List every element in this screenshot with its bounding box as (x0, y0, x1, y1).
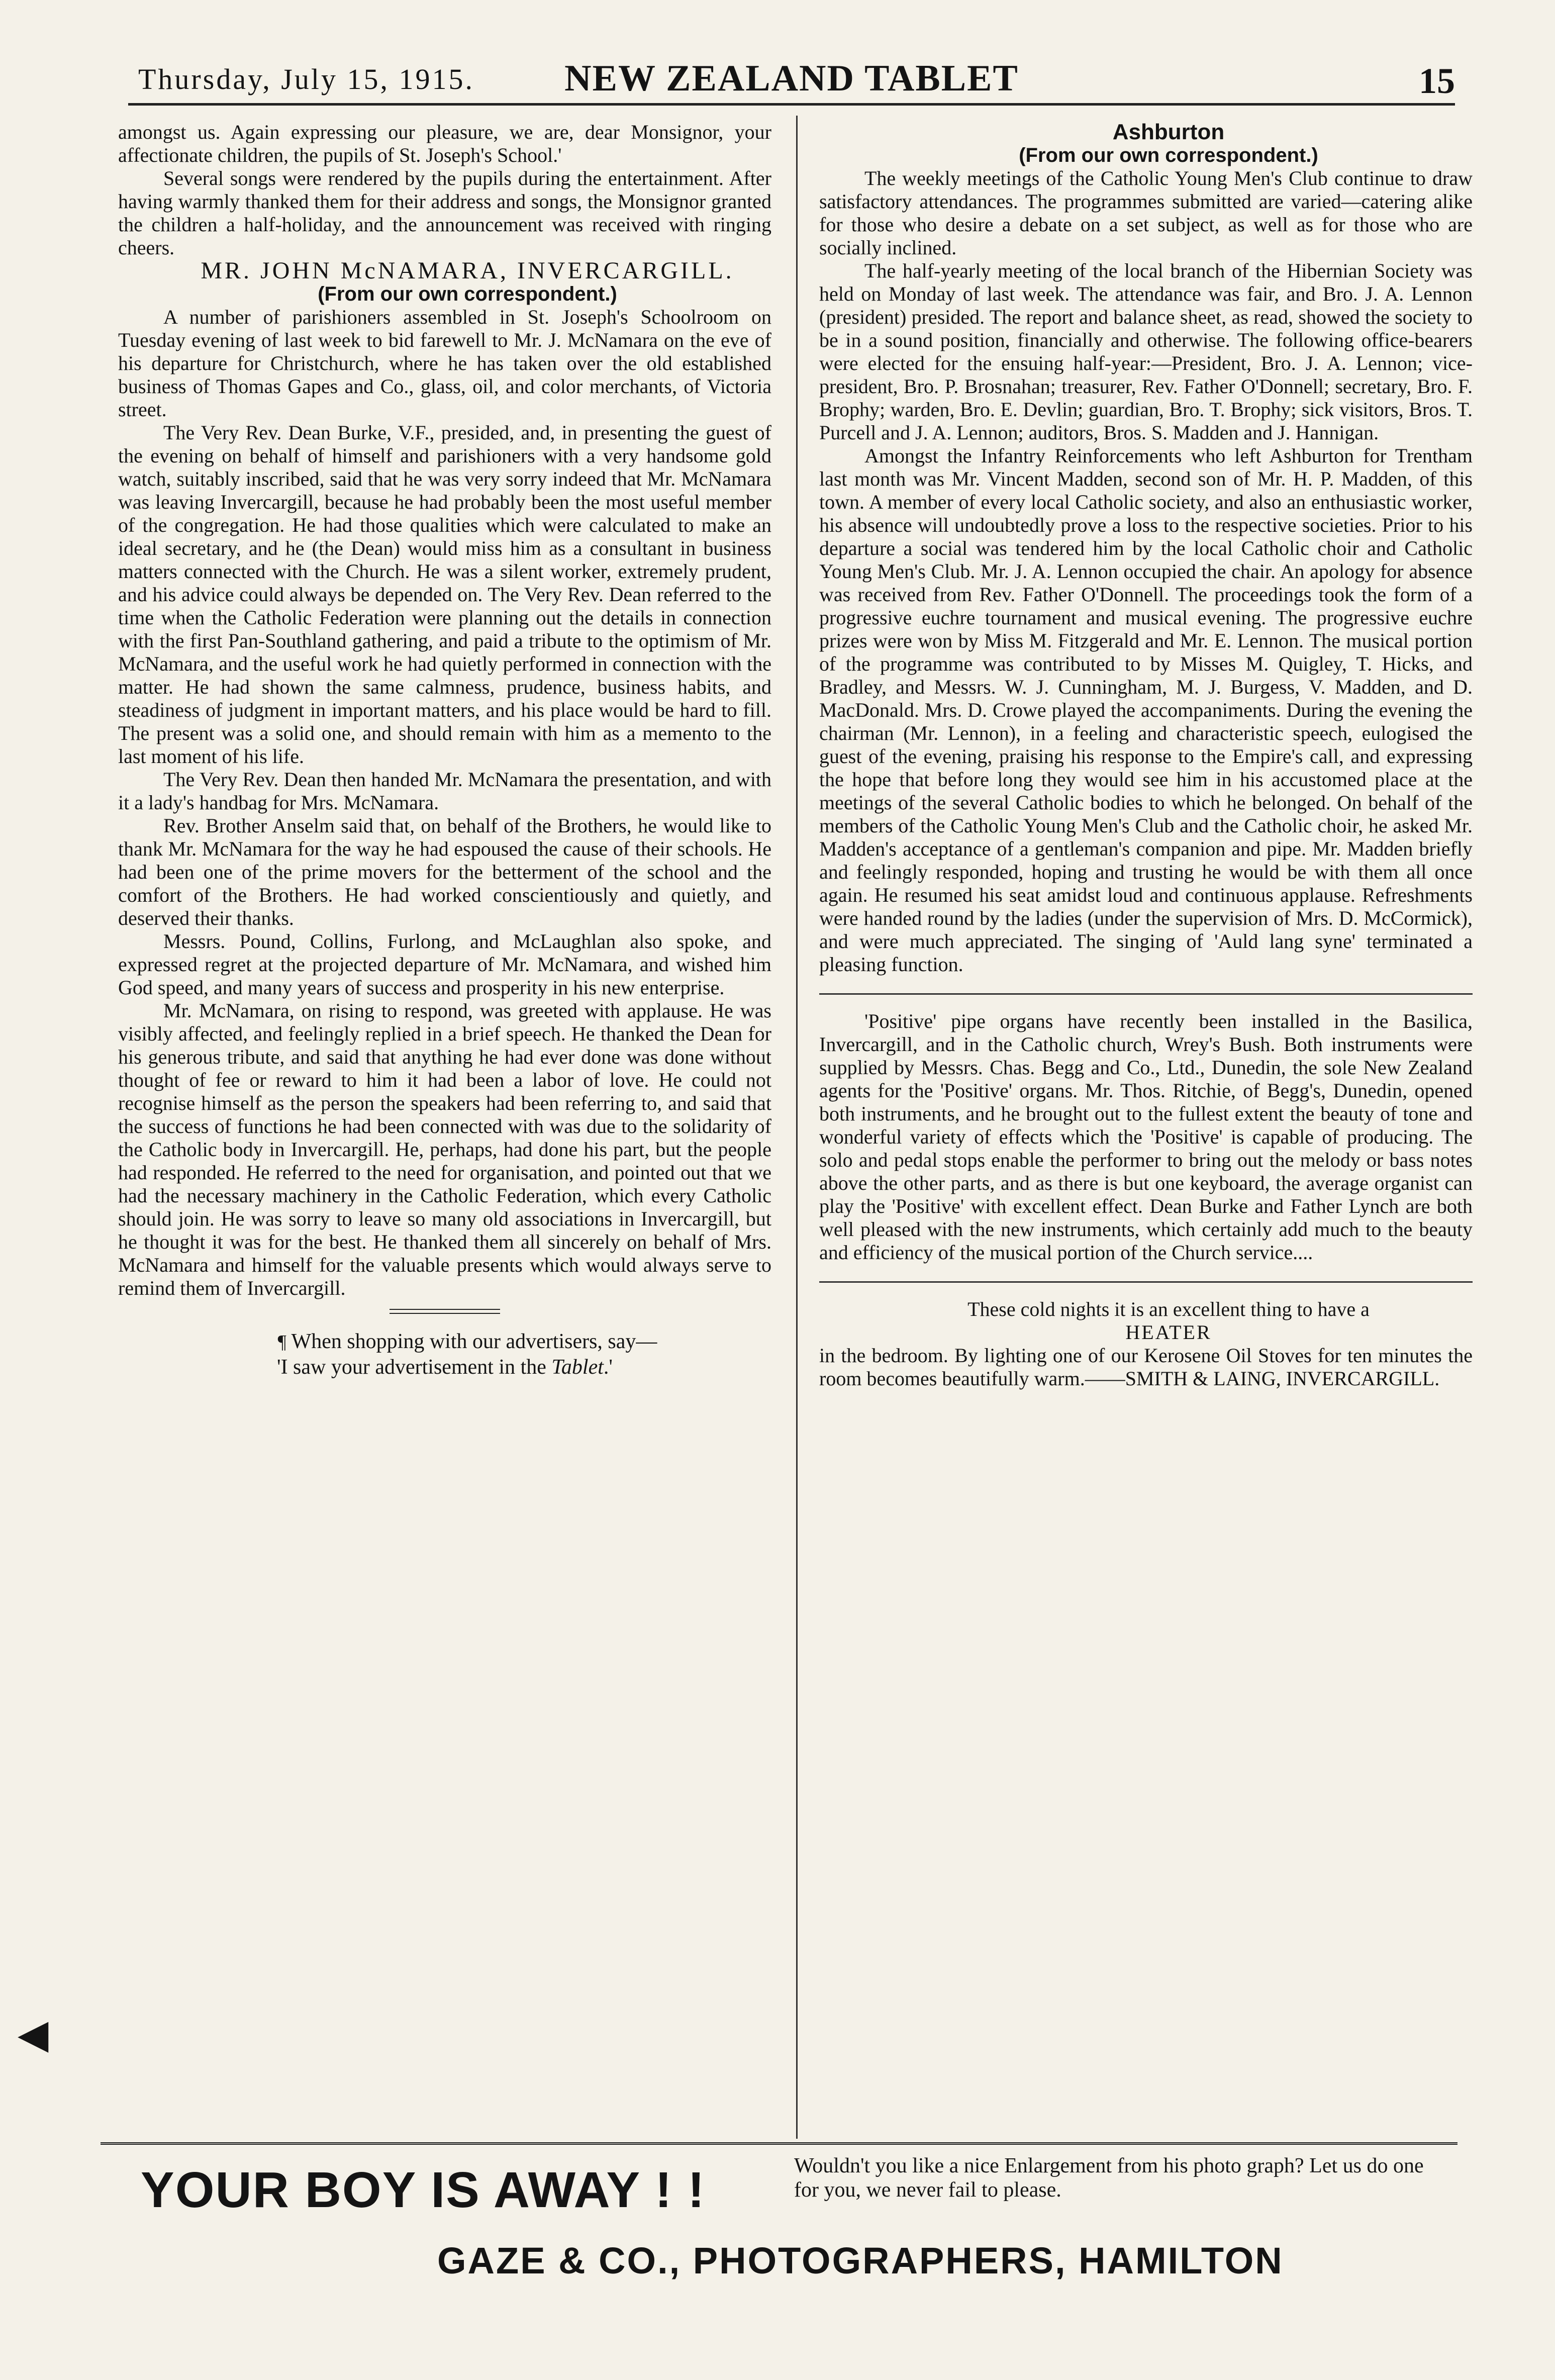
column-rule (796, 116, 798, 2139)
publication-title: NEW ZEALAND TABLET (564, 58, 1019, 99)
organ-paragraph: 'Positive' pipe organs have recently been installed in the Basilica, Invercargill, and in the Catholic church, Wrey's Bush. Both instruments were supplied by Messrs. Chas. Begg and Co., Ltd., Dunedin, the sole New Zealand agents for the 'Positive' organs. Mr. Thos. Ritchie, of Begg's, Dunedin, opened both instruments, and he brought out to the fullest extent the beauty of tone and wonderful variety of effects which the 'Positive' is capable of producing. The solo and pedal stops enable the performer to bring out the melody or bass notes above the other parts, and as there is but one keyboard, the average organist can play the 'Positive' with excellent effect. Dean Burke and Father Lynch are both well pleased with the new instruments, which certainly add much to the beauty and efficiency of the musical portion of the Church service.... (819, 1010, 1473, 1264)
masthead (128, 60, 1455, 101)
right-column (819, 121, 1473, 2136)
masthead-rule (128, 103, 1455, 106)
issue-date: Thursday, July 15, 1915. (138, 63, 474, 96)
pilcrow-icon: ¶ (277, 1331, 286, 1353)
margin-arrow-icon: ◀ (18, 2013, 49, 2057)
section-title: Ashburton (1112, 121, 1225, 144)
notice-line-2-post: .' (603, 1356, 613, 1379)
page-number: 15 (1419, 61, 1455, 101)
advertisement-rule (101, 2142, 1457, 2145)
section-paragraph: The weekly meetings of the Catholic Young Men's Club continue to draw satisfactory attendances. The programmes submitted are varied—catering alike for those who desire a debate on a set subject, as well as for those who are socially inclined. (819, 167, 1473, 259)
heater-ad-keyword: HEATER (1125, 1321, 1212, 1344)
notice-line-2-italic: Tablet (551, 1356, 604, 1379)
article-end-rule (390, 1309, 500, 1314)
article-byline: (From our own correspondent.) (318, 283, 617, 305)
section-divider (819, 993, 1473, 995)
ad-text: Wouldn't you like a nice Enlargement from his photo graph? Let us do one for you, we never fail to please. (794, 2154, 1424, 2202)
article-paragraph: The Very Rev. Dean Burke, V.F., presided, and, in presenting the guest of the evening on behalf of himself and parishioners with a very handsome gold watch, suitably inscribed, said that he was very sorry indeed that Mr. McNamara was leaving Invercargill, because he had probably been the most useful member of the congregation. He had those qualities which were calculated to make an ideal secretary, and he (the Dean) would miss him as a consultant in business matters connected with the Church. He was a silent worker, extremely prudent, and his advice could always be depended on. The Very Rev. Dean referred to the time when the Catholic Federation were planning out the details in connection with the first Pan-Southland gathering, and paid a tribute to the optimism of Mr. McNamara, and the useful work he had quietly performed in connection with the matter. He had shown the same calmness, prudence, business habits, and steadiness of judgment in important matters, and his place would be hard to fill. The present was a solid one, and should remain with him as a memento to the last moment of his life. (118, 421, 771, 768)
ad-studio-name: GAZE & CO., PHOTOGRAPHERS, HAMILTON (437, 2240, 1284, 2281)
article-paragraph: Messrs. Pound, Collins, Furlong, and McLaughlan also spoke, and expressed regret at the projected departure of Mr. McNamara, and wished him God speed, and many years of success and prosperity in his new enterprise. (118, 930, 771, 999)
section-paragraph: Amongst the Infantry Reinforcements who left Ashburton for Trentham last month was Mr. Vincent Madden, second son of Mr. H. P. Madden, of this town. A member of every local Catholic society, and also an enthusiastic worker, his absence will undoubtedly prove a loss to the respective societies. Prior to his departure a social was tendered him by the local Catholic choir and Catholic Young Men's Club. Mr. J. A. Lennon occupied the chair. An apology for absence was received from Rev. Father O'Donnell. The proceedings took the form of a progressive euchre tournament and musical evening. The progressive euchre prizes were won by Miss M. Fitzgerald and Mr. E. Lennon. The musical portion of the programme was contributed to by Misses M. Quigley, T. Hicks, and Bradley, and Messrs. W. J. Cunningham, M. J. Burgess, V. Madden, and D. MacDonald. Mrs. D. Crowe played the accompaniments. During the evening the chairman (Mr. Lennon), in a feeling and characteristic speech, eulogised the guest of the evening, praising his response to the Empire's call, and expressing the hope that before long they would see him in his accustomed place at the meetings of the several Catholic bodies to which he belonged. On behalf of the members of the Catholic Young Men's Club and the Catholic choir, he asked Mr. Madden's acceptance of a gentleman's companion and pipe. Mr. Madden briefly and feelingly responded, hoping and trusting he would be with them all once again. He resumed his seat amidst loud and continuous applause. Refreshments were handed round by the ladies (under the supervision of Mrs. D. McCormick), and were much appreciated. The singing of 'Auld lang syne' terminated a pleasing function. (819, 444, 1473, 976)
article-paragraph: Rev. Brother Anselm said that, on behalf of the Brothers, he would like to thank Mr. McNamara for the way he had espoused the cause of their schools. He had been one of the prime movers for the betterment of the school and the comfort of the Brothers. He had worked conscientiously and quietly, and deserved their thanks. (118, 814, 771, 929)
notice-line-2-pre: 'I saw your advertisement in the (277, 1356, 552, 1379)
article-paragraph: A number of parishioners assembled in St. Joseph's Schoolroom on Tuesday evening of last week to bid farewell to Mr. J. McNamara on the eve of his departure for Christchurch, where he has taken over the old established business of Thomas Gapes and Co., glass, oil, and color merchants, of Victoria street. (118, 306, 771, 421)
ad-headline: YOUR BOY IS AWAY ! ! (141, 2162, 706, 2218)
advertiser-notice (118, 1329, 771, 1380)
section-byline: (From our own correspondent.) (1019, 144, 1318, 166)
heater-ad-body: in the bedroom. By lighting one of our Kerosene Oil Stoves for ten minutes the room becomes beautifully warm.——SMITH & LAING, INVERCARGILL. (819, 1344, 1473, 1390)
article-headline: MR. JOHN McNAMARA, INVERCARGILL. (201, 257, 734, 284)
section-paragraph: The half-yearly meeting of the local branch of the Hibernian Society was held on Monday of last week. The attendance was fair, and Bro. J. A. Lennon (president) presided. The report and balance sheet, as read, showed the society to be in a sound position, financially and otherwise. The following office-bearers were elected for the ensuing half-year:—President, Bro. J. A. Lennon; vice-president, Bro. P. Brosnahan; treasurer, Rev. Father O'Donnell; secretary, Bro. F. Brophy; warden, Bro. E. Devlin; guardian, Bro. T. Brophy; sick visitors, Bros. T. Purcell and J. A. Lennon; auditors, Bros. S. Madden and J. Hannigan. (819, 259, 1473, 444)
continued-paragraph: Several songs were rendered by the pupils during the entertainment. After having warmly thanked them for their address and songs, the Monsignor granted the children a half-holiday, and the announcement was received with ringing cheers. (118, 167, 771, 259)
article-paragraph: Mr. McNamara, on rising to respond, was greeted with applause. He was visibly affected, and feelingly replied in a brief speech. He thanked the Dean for his generous tribute, and said that anything he had ever done was done without thought of fee or reward to him it had been a labor of love. He could not recognise himself as the person the speakers had been referring to, and said that the success of functions he had been connected with was due to the solidarity of the Catholic body in Invercargill. He, perhaps, had done his part, but the people had responded. He referred to the need for organisation, and pointed out that we had the necessary machinery in the Catholic Federation, which every Catholic should join. He was sorry to leave so many old associations in Invercargill, but he thought it was for the best. He thanked them all sincerely on behalf of Mrs. McNamara and himself for the valuable presents which would always serve to remind them of Invercargill. (118, 999, 771, 1299)
notice-line-1: When shopping with our advertisers, say— (291, 1330, 657, 1353)
left-column (118, 121, 771, 2136)
section-divider (819, 1281, 1473, 1283)
heater-ad-line: These cold nights it is an excellent thing to have a (967, 1298, 1370, 1320)
article-paragraph: The Very Rev. Dean then handed Mr. McNamara the presentation, and with it a lady's handbag for Mrs. McNamara. (118, 768, 771, 814)
continued-paragraph: amongst us. Again expressing our pleasure, we are, dear Monsignor, your affectionate children, the pupils of St. Joseph's School.' (118, 121, 771, 166)
